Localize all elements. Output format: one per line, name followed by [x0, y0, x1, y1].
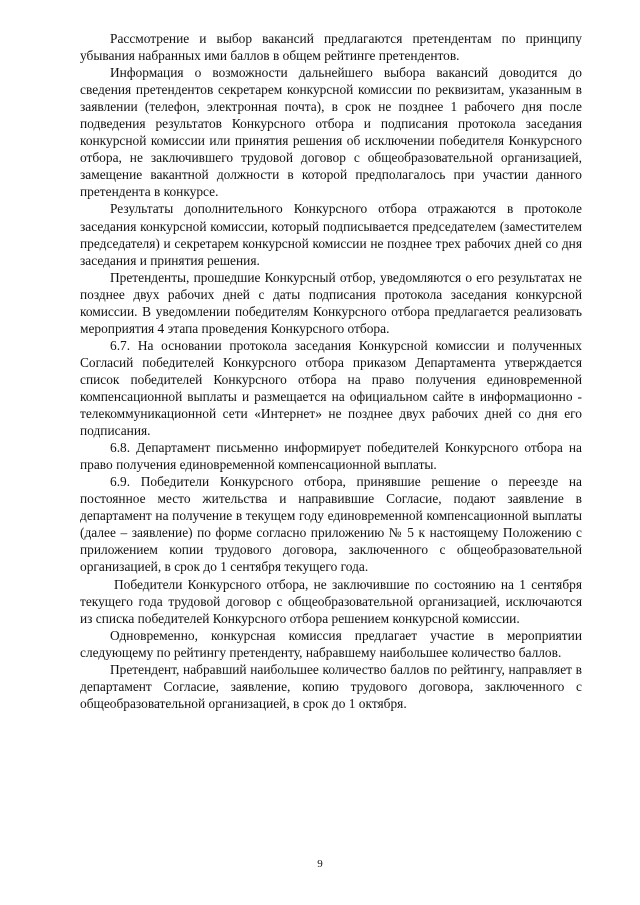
paragraph-top-candidate-submission: Претендент, набравший наибольшее количество баллов по рейтингу, направляет в департамент Согласие, заявление, копию трудового договора, заключенного с общеобразовательной организацией, в срок до 1 октября.: [80, 661, 582, 711]
paragraph-6-8: 6.8. Департамент письменно информирует победителей Конкурсного отбора на право получения единовременной компенсационной выплаты.: [80, 440, 582, 473]
paragraph-next-candidate-offer: Одновременно, конкурсная комиссия предлагает участие в мероприятии следующему по рейтингу претенденту, набравшему наибольшее количество баллов.: [80, 627, 582, 660]
document-page: [80, 30, 582, 712]
paragraph-vacancy-selection: Рассмотрение и выбор вакансий предлагаются претендентам по принципу убывания набранных ими баллов в общем рейтинге претендентов.: [80, 31, 582, 64]
paragraph-additional-selection-results: Результаты дополнительного Конкурсного отбора отражаются в протоколе заседания конкурсной комиссии, который подписывается председателем (заместителем председателя) и секретарем конкурсной комиссии не позднее трех рабочих дней со дня заседания и принятия решения.: [80, 201, 582, 268]
paragraph-exclusion: Победители Конкурсного отбора, не заключившие по состоянию на 1 сентября текущего года трудовой договор с общеобразовательной организацией, исключаются из списка победителей Конкурсного отбора решением конкурсной комиссии.: [80, 576, 582, 626]
paragraph-6-7: 6.7. На основании протокола заседания Конкурсной комиссии и полученных Согласий победителей Конкурсного отбора приказом Департамента утверждается список победителей Конкурсного отбора на право получения единовременной компенсационной выплаты и размещается на официальном сайте в информационно - телекоммуникационной сети «Интернет» не позднее двух рабочих дней со дня его подписания.: [80, 337, 582, 439]
paragraph-6-9: 6.9. Победители Конкурсного отбора, принявшие решение о переезде на постоянное место жительства и направившие Согласие, подают заявление в департамент на получение в текущем году единовременной компенсационной выплаты (далее – заявление) по форме согласно приложению № 5 к настоящему Положению с приложением копии трудового договора, заключенного с общеобразовательной организацией, в срок до 1 сентября текущего года.: [80, 474, 582, 575]
paragraph-candidate-notification: Претенденты, прошедшие Конкурсный отбор, уведомляются о его результатах не позднее двух рабочих дней с даты подписания протокола заседания конкурсной комиссии. В уведомлении победителям Конкурсного отбора предлагается реализовать мероприятия 4 этапа проведения Конкурсного отбора.: [80, 269, 582, 336]
paragraph-further-selection-info: Информация о возможности дальнейшего выбора вакансий доводится до сведения претендентов секретарем конкурсной комиссии по реквизитам, указанным в заявлении (телефон, электронная почта), в срок не позднее 1 рабочего дня после подведения результатов Конкурсного отбора и подписания протокола заседания конкурсной комиссии или принятия решения об исключении победителя Конкурсного отбора, не заключившего трудовой договор с общеобразовательной организацией, замещение вакантной должности в которой предполагалось при участии данного претендента в конкурсе.: [80, 65, 582, 200]
page-number: 9: [317, 858, 323, 870]
